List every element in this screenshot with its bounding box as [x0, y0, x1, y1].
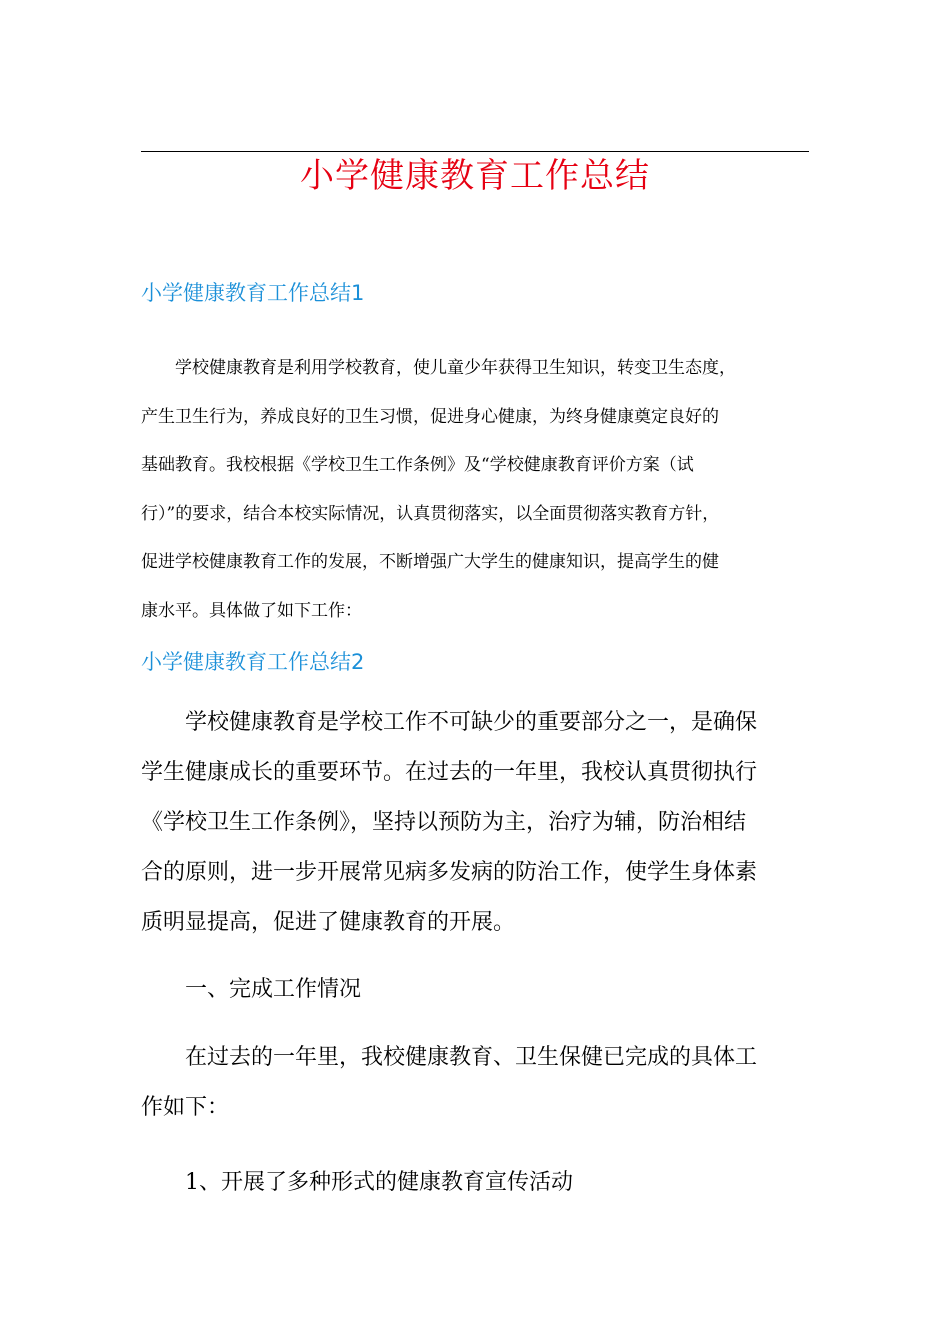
paragraph-line: 行）”的要求，结合本校实际情况，认真贯彻落实，以全面贯彻落实教育方针，	[141, 503, 720, 524]
document-title: 小学健康教育工作总结	[300, 156, 650, 196]
section-2-paragraph-2	[141, 1033, 809, 1133]
paragraph-line: 学生健康成长的重要环节。在过去的一年里，我校认真贯彻执行	[141, 760, 758, 785]
subheading-line: 一、完成工作情况	[141, 977, 362, 1002]
paragraph-line: 学校健康教育是学校工作不可缺少的重要部分之一，是确保	[141, 710, 758, 735]
paragraph-line: 合的原则，进一步开展常见病多发病的防治工作，使学生身体素	[141, 860, 758, 885]
paragraph-line: 基础教育。我校根据《学校卫生工作条例》及“学校健康教育评价方案（试	[141, 455, 694, 476]
section-1-paragraph	[141, 344, 809, 636]
paragraph-line: 促进学校健康教育工作的发展，不断增强广大学生的健康知识，提高学生的健	[141, 552, 719, 573]
paragraph-line: 产生卫生行为，养成良好的卫生习惯，促进身心健康，为终身健康奠定良好的	[141, 406, 719, 427]
paragraph-line: 作如下：	[141, 1095, 230, 1120]
list-item-line: 1、开展了多种形式的健康教育宣传活动	[141, 1170, 573, 1195]
section-2-heading: 小学健康教育工作总结2	[141, 650, 365, 674]
paragraph-line: 学校健康教育是利用学校教育，使儿童少年获得卫生知识，转变卫生态度，	[141, 358, 736, 378]
section-1-heading: 小学健康教育工作总结1	[141, 281, 365, 305]
list-item-1	[141, 1158, 809, 1208]
paragraph-line: 《学校卫生工作条例》，坚持以预防为主，治疗为辅，防治相结	[141, 810, 747, 835]
paragraph-line: 康水平。具体做了如下工作：	[141, 600, 362, 621]
paragraph-line: 质明显提高，促进了健康教育的开展。	[141, 910, 516, 935]
work-status-subheading	[141, 965, 809, 1015]
paragraph-line: 在过去的一年里，我校健康教育、卫生保健已完成的具体工	[141, 1045, 758, 1070]
section-2-paragraph	[141, 698, 809, 948]
